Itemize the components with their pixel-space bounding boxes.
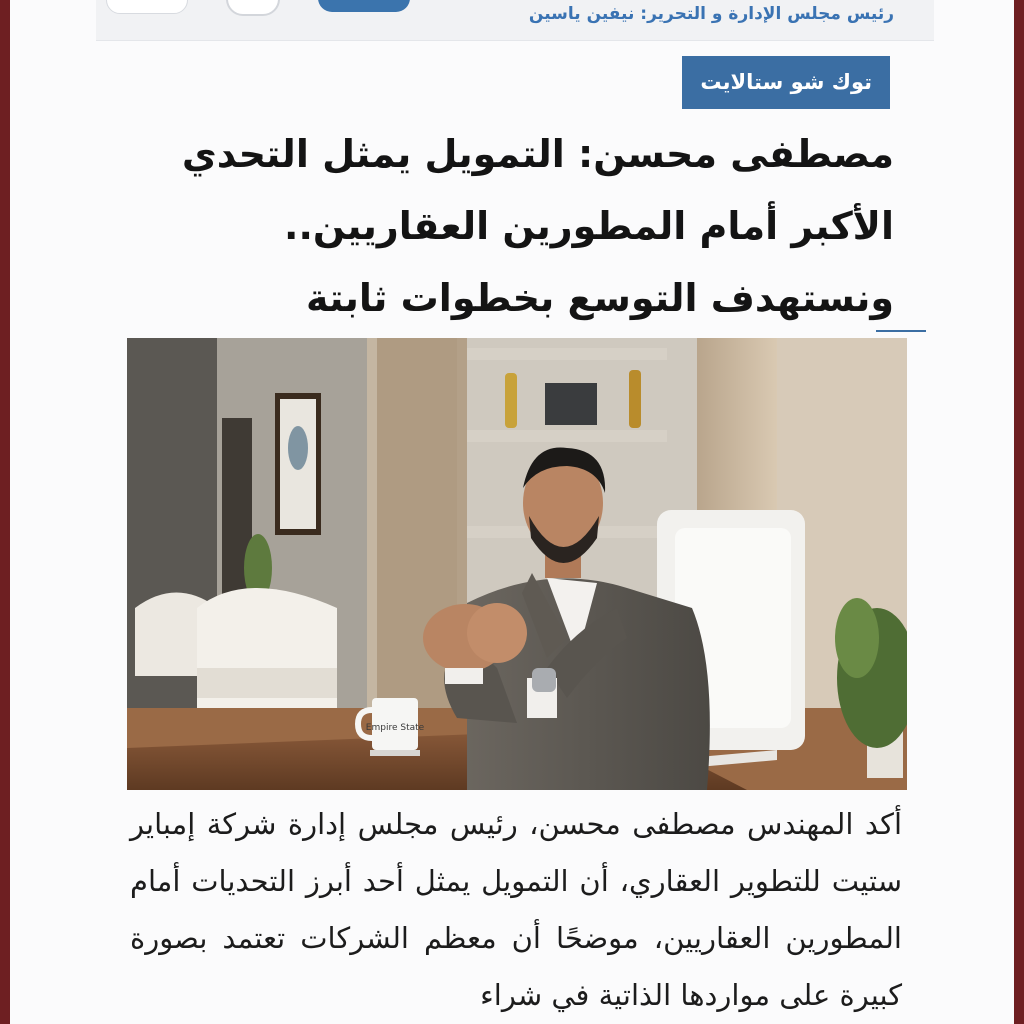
- article-photo: [127, 338, 907, 790]
- header-button[interactable]: [106, 0, 188, 14]
- header-primary-button[interactable]: [318, 0, 410, 12]
- article-headline: مصطفى محسن: التمويل يمثل التحدي الأكبر أمام المطورين العقاريين.. ونستهدف التوسع بخطوات ثابتة: [181, 132, 894, 320]
- editor-credit: رئيس مجلس الإدارة و التحرير: نيفين ياسين: [528, 4, 894, 24]
- office-portrait-image: [127, 338, 907, 790]
- article-page: [10, 0, 1014, 1024]
- headline-underline: [876, 330, 926, 332]
- header-round-button[interactable]: [226, 0, 280, 16]
- category-badge[interactable]: توك شو ستالايت: [682, 56, 890, 109]
- mug-logo-text: Empire State: [365, 723, 425, 733]
- article-body: أكد المهندس مصطفى محسن، رئيس مجلس إدارة شركة إمباير ستيت للتطوير العقاري، أن التمويل يمثل أحد أبرز التحديات أمام المطورين العقاريين، موضحًا أن معظم الشركات تعتمد بصورة كبيرة على مواردها الذاتية في شراء: [130, 807, 902, 1012]
- site-header: [96, 0, 934, 41]
